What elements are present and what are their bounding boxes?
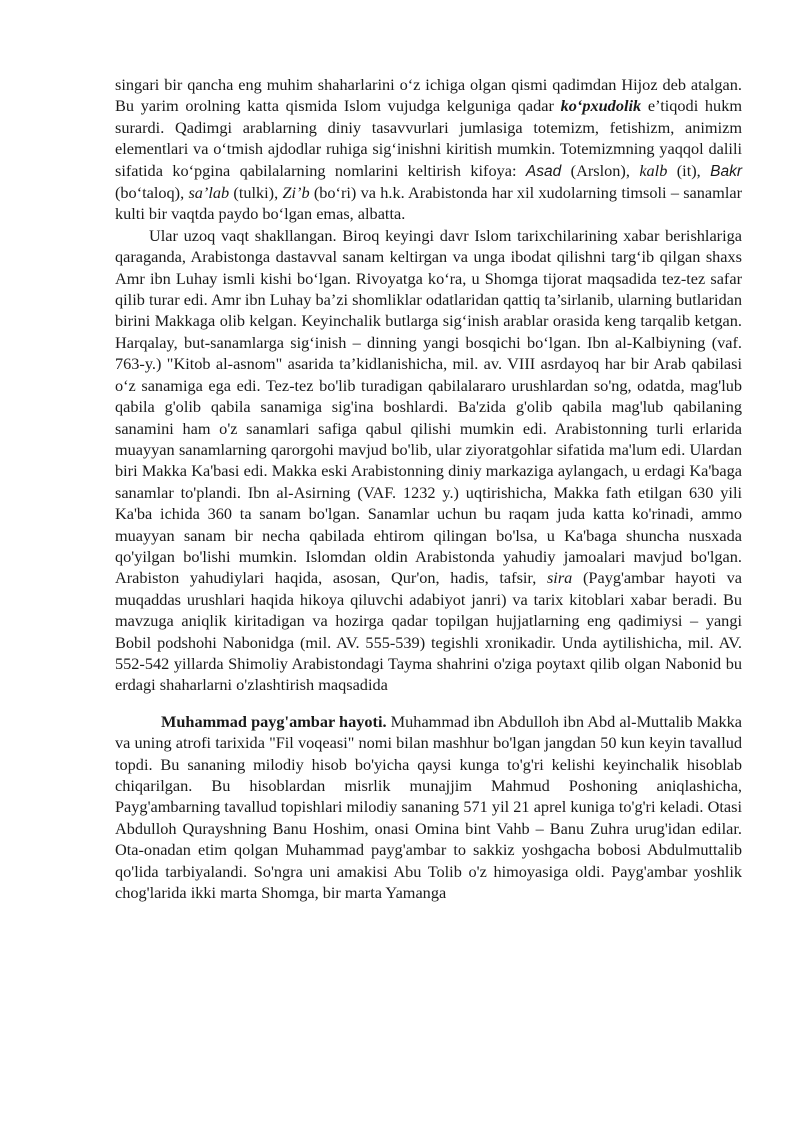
tribe-name: kalb — [639, 160, 668, 180]
text-run: Ular uzoq vaqt shakllangan. Biroq keyingi davr Islom tarixchilarining xabar berishlariga qaraganda, Arabistonga dastavval sanam keltirgan va unga ibodat qilishni targ‘ib qilgan shaxs Amr ibn Luhay ismli kishi bo‘lgan. Rivoyatga ko‘ra, u Shomga tijorat maqsadida tez-tez safar qilib turar edi. Amr ibn Luhay ba’zi shomliklar odatlaridan qattiq ta’sirlanib, ularning butlaridan birini Makkaga olib kelgan. Keyinchalik butlarga sig‘inish arablar orasida keng tarqalib ketgan. Harqalay, but-sanamlarga sig‘inish – dinning yangi bosqichi bo‘lgan. Ibn al-Kalbiyning (vaf. 763-y.) "Kitob al-asnom" asarida ta’kidlanishicha, mil. av. VIII asrdayoq har bir Arab qabilasi o‘z sanamiga ega edi. Tez-tez bo'lib turadigan qabilalararo urushlardan so'ng, odatda, mag'lub qabila g'olib qabila sanamiga sig'ina boshlardi. Ba'zida g'olib qabila mag'lub qabilaning sanamini ham o'z sanamlari safiga qabul qilishi mumkin edi. Arabistonning turli erlarida muayyan sanamlarning qarorgohi mavjud bo'lib, ular ziyoratgohlar sifatida ma'lum edi. Ulardan biri Makka Ka'basi edi. Makka eski Arabistonning diniy markaziga aylangach, u erdagi Ka'baga sanamlar to'plandi. Ibn al-Asirning (VAF. 1232 y.) uqtirishicha, Makka fath etilgan 630 yili Ka'ba ichida 360 ta sanam bo'lgan. Sanamlar uchun bu raqam juda katta ko'rinadi, ammo muayyan sanam bir necha qabilada ehtirom qilingan bo'lsa, u Ka'baga shuncha nusxada qo'yilgan bo'lishi mumkin. Islomdan oldin Arabistonda yahudiy jamoalari mavjud bo'lgan. Arabiston yahudiylari haqida, asosan, Qur'on, hadis, tafsir, — [115, 225, 742, 588]
text-run: e’tiqodi hukm surardi. Qadimgi arablarning diniy tasavvurlari jumlasiga totemizm, fetishizm, animizm elementlari va o‘tmish ajdodlar ruhiga sig‘inishni kiritish mumkin. Totemizmning yaqqol dalili sifatida ko‘pgina qabilalarning nomlarini keltirish kifoya: — [115, 96, 743, 180]
text-column — [115, 74, 742, 903]
paragraph-3 — [115, 711, 742, 904]
tribe-name: sa’lab — [188, 183, 230, 203]
text-run: (it), — [667, 160, 711, 180]
emphasis-term: sira — [546, 568, 573, 588]
tribe-name: Asad — [525, 162, 562, 180]
text-run: (Payg'ambar hayoti va muqaddas urushlari haqida hikoya qiluvchi adabiyot janri) va tarix kitoblari xabar beradi. Bu mavzuga aniqlik kiritadigan va hozirga qadar topilgan hujjatlarning eng qadimiysi – yangi Bobil podshohi Nabonidga (mil. AV. 555-539) tegishli xronikadir. Unda aytilishicha, mil. AV. 552-542 yillarda Shimoliy Arabistondagi Tayma shahrini o'ziga poytaxt qilib olgan Nabonid bu erdagi shaharlarni o'zlashtirish maqsadida — [115, 568, 743, 695]
paragraph-1 — [115, 74, 742, 225]
emphasis-term: ko‘pxudolik — [560, 96, 642, 116]
text-run: singari bir qancha eng muhim shaharlarini o‘z ichiga olgan qismi qadimdan Hijoz deb atalgan. Bu yarim orolning katta qismida Islom vujudga kelguniga qadar — [115, 75, 742, 116]
paragraph-2 — [115, 225, 742, 696]
text-run: (bo‘taloq), — [115, 183, 189, 203]
tribe-name: Zi’b — [282, 183, 310, 203]
text-run: (Arslon), — [561, 160, 640, 180]
text-run: (bo‘ri) va h.k. Arabistonda har xil xudolarning timsoli – sanamlar kulti bir vaqtda paydo bo‘lgan emas, albatta. — [115, 183, 742, 224]
section-heading: Muhammad payg'ambar hayoti. — [161, 711, 387, 731]
tribe-name: Bakr — [710, 162, 742, 180]
text-run: Muhammad ibn Abdulloh ibn Abd al-Muttalib Makka va uning atrofi tarixida "Fil voqeasi" nomi bilan mashhur bo'lgan jangdan 50 kun keyin tavallud topdi. Bu sananing milodiy hisob bo'yicha qaysi kunga to'g'ri kelishi keyinchalik hisoblab chiqarilgan. Bu hisoblardan misrlik munajjim Mahmud Poshoning aniqlashicha, Payg'ambarning tavallud topishlari milodiy sananing 571 yil 21 aprel kuniga to'g'ri keladi. Otasi Abdulloh Qurayshning Banu Hoshim, onasi Omina bint Vahb – Banu Zuhra urug'idan edilar. Ota-onadan etim qolgan Muhammad payg'ambar to sakkiz yoshgacha bobosi Abdulmuttalib qo'lida tarbiyalandi. So'ngra uni amakisi Abu Tolib o'z himoyasiga oldi. Payg'ambar yoshlik chog'larida ikki marta Shomga, bir marta Yamanga — [115, 711, 742, 903]
text-run: (tulki), — [229, 183, 283, 203]
